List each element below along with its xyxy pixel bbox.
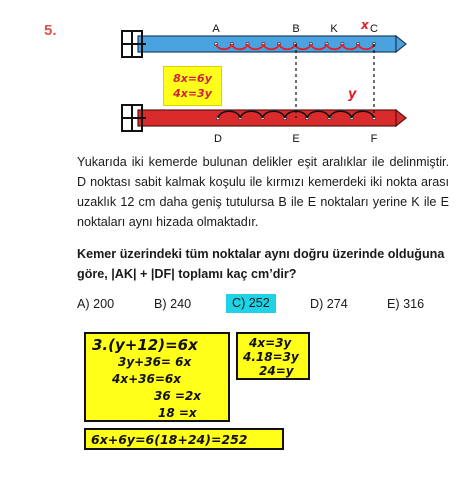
solution-result [84, 428, 284, 450]
solution-line: 4x+36=6x [112, 372, 181, 386]
solution-line: 3.(y+12)=6x [92, 336, 198, 354]
sticky-note-line: 4x=3y [173, 87, 212, 100]
choice-a[interactable]: A) 200 [77, 297, 115, 311]
sticky-note [163, 66, 222, 106]
point-e-label: E [292, 133, 300, 145]
solution-line: 36 =2x [154, 389, 202, 403]
solution-note-right [236, 332, 310, 380]
point-c-label: C [370, 23, 378, 35]
point-b-label: B [292, 23, 300, 35]
solution-line: 4x=3y [249, 336, 292, 350]
belt-figure [110, 18, 410, 148]
question-number: 5. [44, 22, 57, 39]
point-f-label: F [370, 133, 378, 145]
choice-c-highlighted[interactable]: C) 252 [226, 294, 276, 313]
solution-line: 4.18=3y [243, 350, 299, 364]
point-a-label: A [212, 23, 220, 35]
choice-e[interactable]: E) 316 [387, 297, 425, 311]
problem-paragraph: Yukarıda iki kemerde bulunan delikler eşit aralıklar ile delinmiştir. D noktası sabit kalmak koşulu ile kırmızı kemerdeki iki nokta arası uzaklık 12 cm daha geniş tutulursa B ile E noktaları yerine K ile E noktaları aynı hizada olmaktadır. [77, 155, 449, 229]
sticky-note-line: 8x=6y [173, 72, 212, 85]
choice-d[interactable]: D) 274 [310, 297, 348, 311]
bottom-mark-y: y [348, 87, 357, 102]
point-d-label: D [214, 133, 222, 145]
choice-b[interactable]: B) 240 [154, 297, 192, 311]
point-k-label: K [330, 23, 338, 35]
solution-result-text: 6x+6y=6(18+24)=252 [91, 432, 248, 447]
solution-note-left [84, 332, 230, 422]
question-text: Kemer üzerindeki tüm noktalar aynı doğru üzerinde olduğuna göre, |AK| + |DF| toplamı kaç cm’dir? [77, 247, 445, 281]
solution-line: 24=y [259, 364, 294, 378]
solution-line: 3y+36= 6x [118, 355, 192, 369]
solution-line: 18 =x [158, 406, 197, 420]
top-mark-x: x [361, 18, 369, 32]
